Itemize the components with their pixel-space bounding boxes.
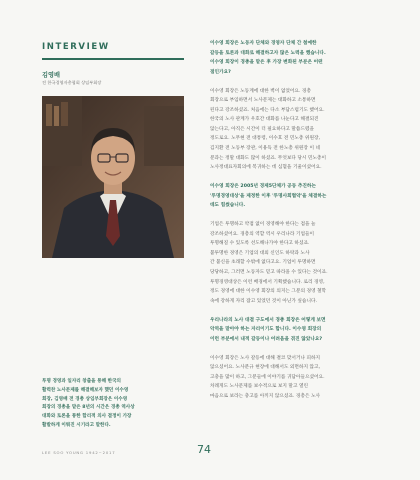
answer-line: 않으셨어요. 노사분규 현장에 대해서도 외면하지 않고, bbox=[210, 365, 321, 371]
answer-line: 정도 경영에 대한 이수영 회장의 의지는 그분의 경영 철학 bbox=[210, 289, 327, 295]
interviewee-title: 전 한국경영자총협회 상임부회장 bbox=[42, 80, 102, 85]
caption-line: 투명 경영과 일자리 창출을 통해 한국의 bbox=[42, 379, 121, 384]
answer-line: 차례게도 노사문제를 보수적으로 보지 말고 열린 bbox=[210, 384, 309, 390]
question-line: 데도 힘썼습니다. bbox=[210, 203, 246, 209]
question-line: 점인가요? bbox=[210, 69, 231, 75]
interview-question bbox=[210, 316, 380, 345]
answer-line: 회장으로 부임하면서 노사문제는 대화하고 소통하면 bbox=[210, 98, 316, 104]
left-column bbox=[42, 42, 182, 52]
question-line: 이런 부분에서 내적 갈등이나 어려움을 겪진 않았나요? bbox=[210, 336, 323, 342]
interview-body bbox=[210, 39, 380, 411]
portrait-illustration bbox=[42, 96, 184, 258]
interview-question bbox=[210, 182, 380, 211]
photo-caption bbox=[42, 378, 188, 431]
question-line: 우리나라의 노사 대결 구도에서 경총 회장은 어떻게 보면 bbox=[210, 317, 326, 323]
section-rule bbox=[42, 58, 184, 60]
interview-question bbox=[210, 39, 380, 77]
answer-line: 이수영 회장은 노동계에 대한 벽이 없었어요. 경총 bbox=[210, 88, 311, 94]
question-line: 이수영 회장은 노동자 단체와 경영자 단체 간 첨예한 bbox=[210, 41, 317, 46]
answer-line: 않는다고, 아직은 시간이 더 필요하다고 말씀드렸을 bbox=[210, 126, 315, 132]
answer-line: 김지환 전 노동부 장관, 이용득 전 한노총 위원장 이 네 bbox=[210, 145, 320, 151]
interview-answer bbox=[210, 354, 380, 402]
caption-line: 회장의 경총을 맡은 8년의 시간은 경총 역사상 bbox=[42, 405, 135, 411]
interviewee-photo bbox=[42, 96, 184, 258]
question-line: 악역을 맡아야 하는 자리이기도 합니다. 이수영 회장의 bbox=[210, 327, 322, 333]
answer-line: 분과는 정말 대화도 많이 하셨죠. 무엇보다 당시 민노총이 bbox=[210, 155, 327, 161]
answer-line: 된다고 강조하셨죠. 처음에는 다소 부담스럽기도 했어요. bbox=[210, 107, 325, 113]
interviewee-name: 김영배 bbox=[42, 72, 60, 79]
answer-line: 정도로요. 노무현 전 대통령, 이수호 전 민노총 위원장, bbox=[210, 136, 320, 142]
answer-line: 간 불신을 초래할 수밖에 없다고요. 기업이 투명하면 bbox=[210, 260, 316, 266]
answer-line: 강조하셨어요. 경총의 역할 역시 우리나라 기업들이 bbox=[210, 231, 315, 237]
answer-line: 노사정대표자회의에 복귀하는 데 심혈을 기울이셨어요. bbox=[210, 165, 322, 171]
answer-line: 불투명한 경영은 기업의 대외 신인도 하락과 노사 bbox=[210, 250, 310, 256]
caption-line: 활발하게 이뤄진 시기라고 말한다. bbox=[42, 422, 111, 428]
question-line: '투명경영대상'을 제정한 이후 '투명사회협약'을 체결하는 bbox=[210, 193, 327, 199]
answer-line: 당당하고, 그러면 노동자도 믿고 따라올 수 있다는 것이죠. bbox=[210, 269, 328, 275]
question-line: 이수영 회장은 2005년 경제5단체가 공동 추진하는 bbox=[210, 184, 316, 190]
answer-line: 투명해질 수 있도록 선도해나가야 한다고 하셨죠. bbox=[210, 241, 310, 247]
page-number: 74 bbox=[197, 443, 211, 456]
interview-answer bbox=[210, 220, 380, 306]
footer-title: LEE SOO YOUNG 1942~2017 bbox=[42, 450, 116, 455]
caption-line: 회장, 김영배 전 경총 상임부회장은 이수영 bbox=[42, 396, 128, 402]
section-label: INTERVIEW bbox=[42, 42, 110, 52]
caption-line: 활력찬 노사문제를 해결해보자 했던 이수영 bbox=[42, 387, 129, 393]
answer-line: 속에 강하게 자리 잡고 있었던 것이 아닌가 싶습니다. bbox=[210, 298, 318, 304]
answer-line: 투명경영대상은 이런 배경에서 기획했습니다. 로리 경영, bbox=[210, 279, 325, 285]
answer-line: 한국의 노사 관계가 우호간 대화를 나눈다고 해결되진 bbox=[210, 117, 319, 123]
interview-answer bbox=[210, 87, 380, 173]
caption-line: 대화와 토론을 통한 합리적 의사 결정이 가장 bbox=[42, 414, 132, 420]
answer-line: 마음으로 보라는 충고를 아끼지 않으셨죠. 경총은 노사 bbox=[210, 394, 321, 399]
answer-line: 기업은 투명하고 약점 없이 경영해야 한다는 점을 늘 bbox=[210, 222, 316, 228]
answer-line: 고충을 많이 하고, 그분들에 이야기를 귀담아들으셨어요. bbox=[210, 374, 325, 380]
answer-line: 이수영 회장은 노사 갈등에 대해 결코 맞서거나 피하지 bbox=[210, 355, 321, 361]
question-line: 이수영 회장이 경총을 맡은 후 가장 변화된 부분은 어떤 bbox=[210, 60, 323, 66]
question-line: 갈등을 토론과 대화로 해결하고자 많은 노력을 했습니다. bbox=[210, 50, 326, 56]
